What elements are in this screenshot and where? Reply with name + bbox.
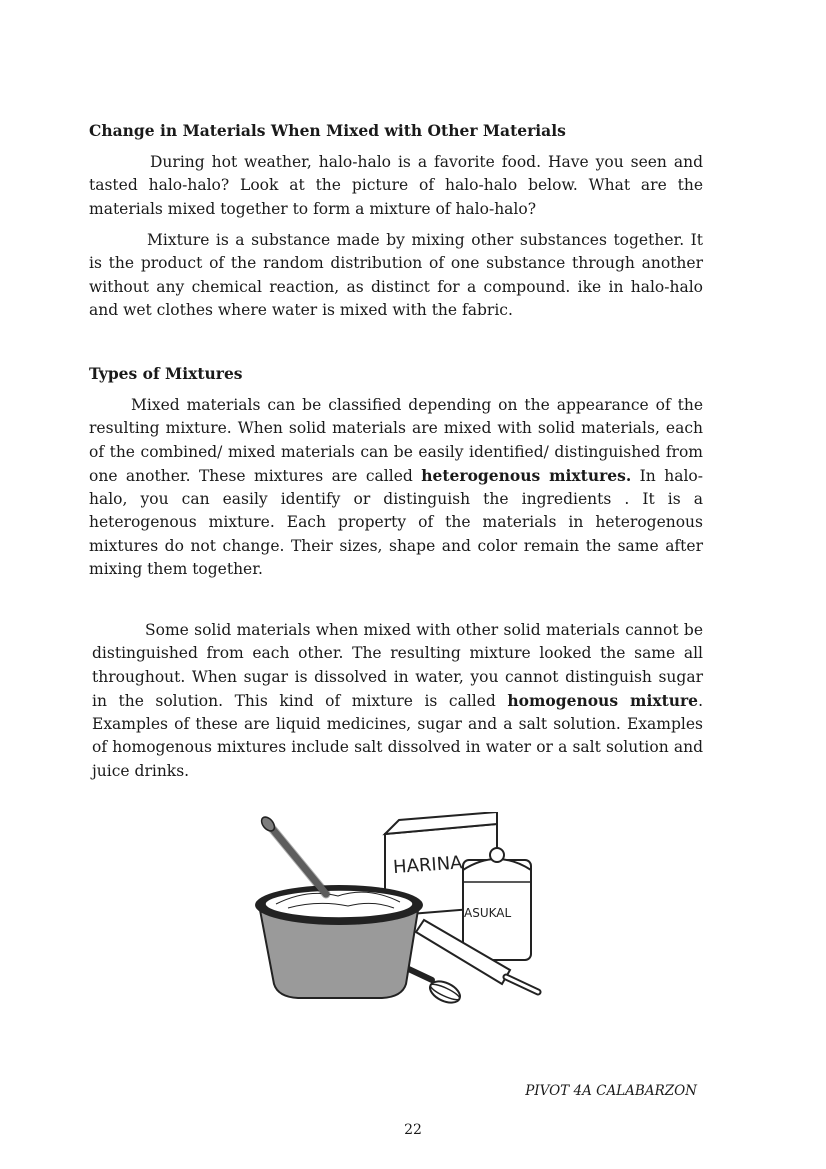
section-heading-change-in-materials: Change in Materials When Mixed with Other Materials — [89, 121, 566, 140]
text-run: . Examples of these are liquid medicines, sugar and a salt solution. Examples of homogenous mixtures include salt dissolved in water or a salt solution and juice drinks. — [92, 691, 703, 780]
sugar-jar — [463, 848, 531, 960]
paragraph-homogenous-mixtures — [92, 619, 703, 783]
wooden-spoon — [259, 815, 326, 894]
baking-ingredients-illustration — [248, 812, 548, 1010]
text-run: In halo-halo, you can easily identify or distinguish the ingredients . It is a heterogenous mixture. Each property of the materials in heterogenous mixtures do not change. Their sizes, shape and color remain the same after mixing them together. — [89, 466, 703, 579]
text-run: Some solid materials when mixed with other solid materials cannot be distinguished from each other. The resulting mixture looked the same all throughout. When sugar is dissolved in water, you cannot distinguish sugar in the solution. This kind of mixture is called — [92, 621, 703, 710]
sugar-jar-label: ASUKAL — [464, 906, 512, 920]
page-number: 22 — [404, 1122, 422, 1138]
footer-source: PIVOT 4A CALABARZON — [525, 1083, 697, 1099]
paragraph-mixture-definition: Mixture is a substance made by mixing other substances together. It is the product of the random distribution of one substance through another without any chemical reaction, as distinct for a compound. ike in halo-halo and wet clothes where water is mixed with the fabric. — [89, 231, 703, 319]
mixing-bowl — [255, 885, 423, 998]
term-homogenous-mixture: homogenous mixture — [507, 690, 699, 710]
paragraph-halo-halo-intro: During hot weather, halo-halo is a favorite food. Have you seen and tasted halo-halo? Look at the picture of halo-halo below. What are the materials mixed together to form a mixture of halo-halo? — [89, 153, 703, 218]
term-heterogenous-mixtures: heterogenous mixtures. — [421, 465, 632, 485]
flour-box-label: HARINA — [392, 852, 464, 879]
paragraph-heterogenous-mixtures — [89, 394, 703, 581]
section-heading-types-of-mixtures: Types of Mixtures — [89, 364, 243, 383]
text-run: Mixed materials can be classified depending on the appearance of the resulting mixture. When solid materials are mixed with solid materials, each of the combined/ mixed materials can be easily identified/ distinguished from one another. These mixtures are called — [89, 396, 703, 485]
